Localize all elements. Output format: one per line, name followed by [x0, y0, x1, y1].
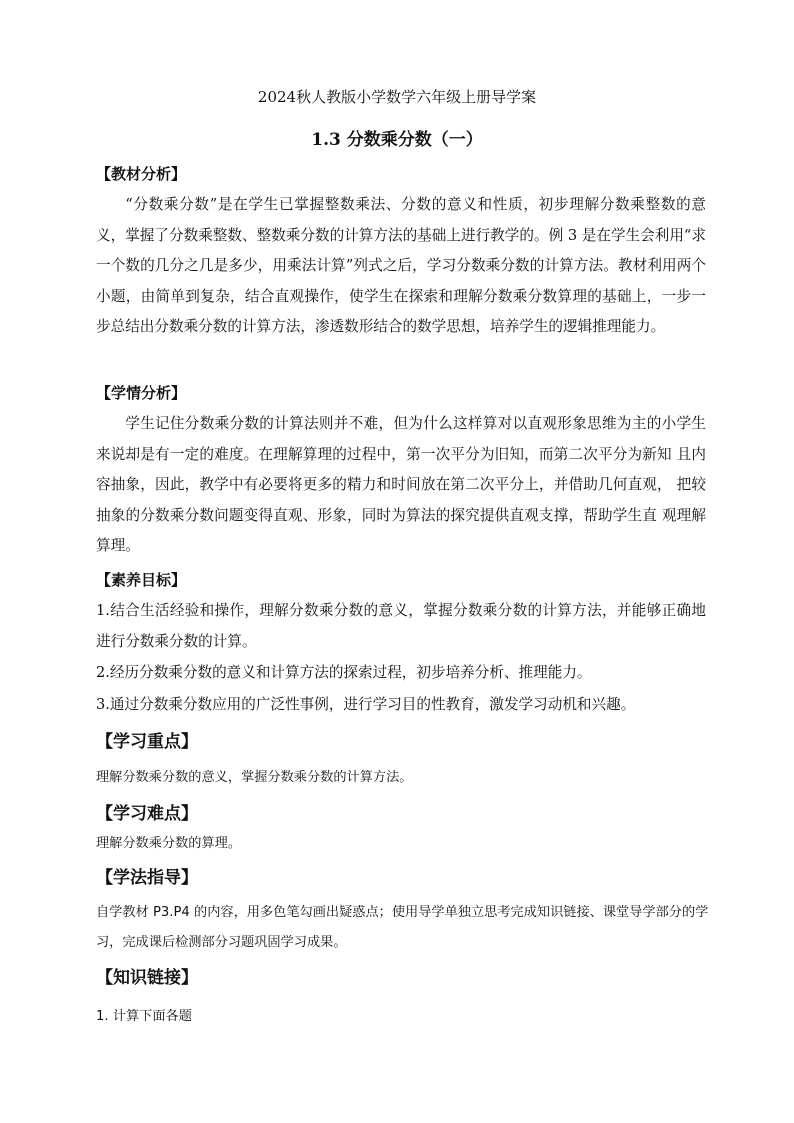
section-heading-knowledge-link: 【知识链接】	[96, 968, 198, 988]
textbook-analysis-paragraph: “分数乘分数”是在学生已掌握整数乘法、分数的意义和性质，初步理解分数乘整数的意义，掌握了分数乘整数、整数乘分数的计算方法的基础上进行教学的。例 3 是在学生会利用“求一个数的几分之几是多少，用乘法计算”列式之后，学习分数乘分数的计算方法。教材利用两个小题，由简单到复杂，结合直观操作，使学生在探索和理解分数乘分数算理的基础上，一步一步总结出分数乘分数的计算方法，渗透数形结合的数学思想，培养学生的逻辑推理能力。	[96, 196, 706, 335]
section-heading-student-analysis: 【学情分析】	[96, 384, 187, 402]
section-heading-difficulties: 【学习难点】	[96, 804, 198, 824]
section-heading-goals: 【素养目标】	[96, 571, 187, 589]
section-heading-key-points: 【学习重点】	[96, 732, 198, 752]
key-points-text: 理解分数乘分数的意义，掌握分数乘分数的计算方法。	[96, 770, 413, 785]
goal-item-2: 2.经历分数乘分数的意义和计算方法的探索过程，初步培养分析、推理能力。	[96, 664, 592, 681]
knowledge-link-item-1: 1. 计算下面各题	[96, 1009, 192, 1024]
difficulties-text: 理解分数乘分数的算理。	[96, 836, 242, 851]
goal-item-3: 3.通过分数乘分数应用的广泛性事例，进行学习目的性教育，激发学习动机和兴趣。	[96, 696, 636, 713]
goal-item-1: 1.结合生活经验和操作，理解分数乘分数的意义，掌握分数乘分数的计算方法，并能够正确地进行分数乘分数的计算。	[96, 602, 706, 650]
lesson-title: 1.3 分数乘分数（一）	[311, 130, 483, 150]
student-analysis-paragraph: 学生记住分数乘分数的计算法则并不难，但为什么这样算对以直观形象思维为主的小学生来说却是有一定的难度。在理解算理的过程中，第一次平分为旧知，而第二次平分为新知 且内容抽象，因此，教学中有必要将更多的精力和时间放在第二次平分上，并借助几何直观， 把较抽象的分数乘分数问题变得直观、形象，同时为算法的探究提供直观支撑，帮助学生直 观理解算理。	[96, 415, 706, 554]
section-heading-textbook-analysis: 【教材分析】	[96, 165, 187, 183]
section-heading-method: 【学法指导】	[96, 868, 198, 888]
document-title: 2024秋人教版小学数学六年级上册导学案	[257, 88, 537, 106]
method-text: 自学教材 P3.P4 的内容，用多色笔勾画出疑惑点；使用导学单独立思考完成知识链接、课堂导学部分的学习，完成课后检测部分习题巩固学习成果。	[96, 905, 709, 950]
